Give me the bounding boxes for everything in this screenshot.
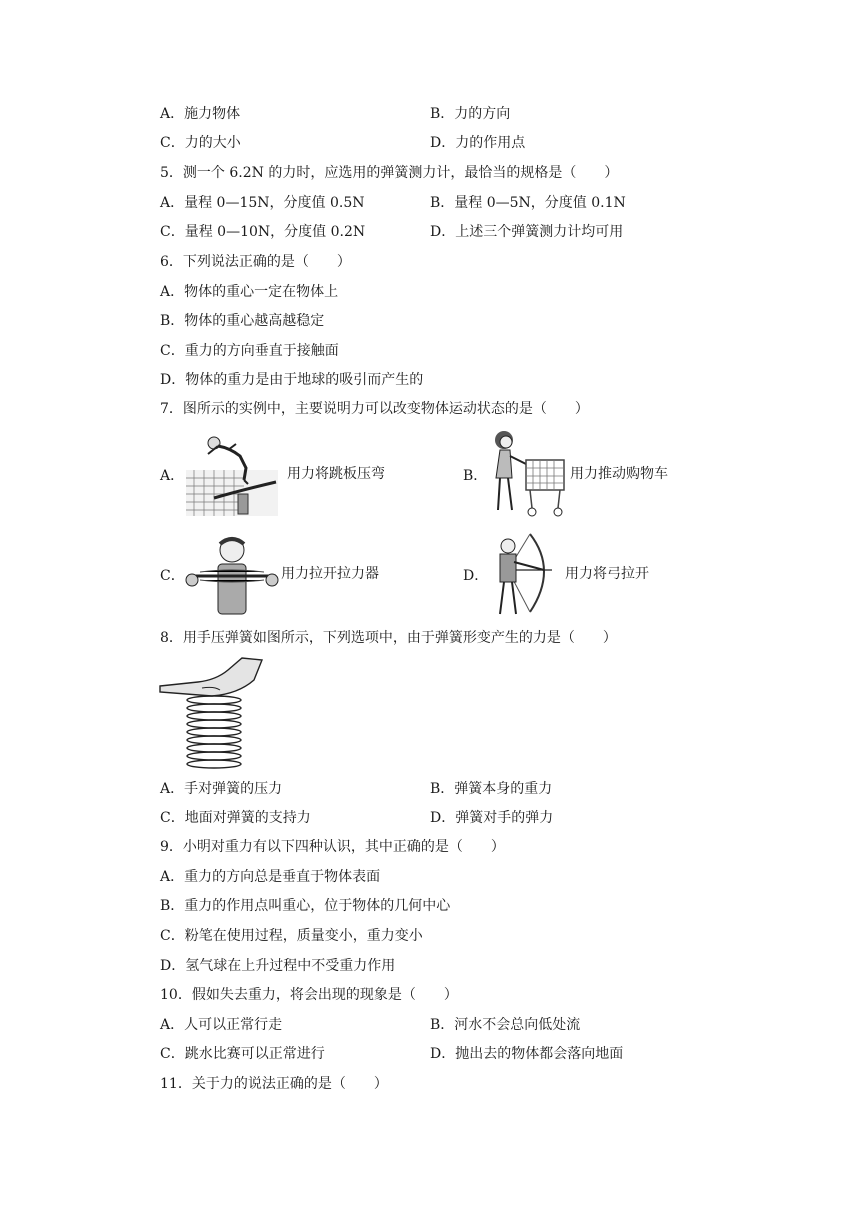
q10-option-c: C．跳水比赛可以正常进行 xyxy=(160,1046,325,1062)
q6-stem: 6．下列说法正确的是（ ） xyxy=(160,254,351,270)
q4-option-d: D．力的作用点 xyxy=(430,135,526,151)
q6-option-d: D．物体的重力是由于地球的吸引而产生的 xyxy=(160,372,424,388)
q5-option-b: B．量程 0—5N，分度值 0.1N xyxy=(430,195,626,211)
q9-option-a: A．重力的方向总是垂直于物体表面 xyxy=(160,869,381,885)
q5-option-c: C．量程 0—10N，分度值 0.2N xyxy=(160,224,366,240)
q8-option-b: B．弹簧本身的重力 xyxy=(430,781,553,797)
q10-stem: 10．假如失去重力，将会出现的现象是（ ） xyxy=(160,987,458,1003)
q7-letter-a: A． xyxy=(160,468,185,484)
q10-option-d: D．抛出去的物体都会落向地面 xyxy=(430,1046,624,1062)
q8-option-c: C．地面对弹簧的支持力 xyxy=(160,810,311,826)
q5-option-a: A．量程 0—15N，分度值 0.5N xyxy=(160,195,365,211)
q9-option-d: D．氢气球在上升过程中不受重力作用 xyxy=(160,958,396,974)
q7-stem: 7．图所示的实例中，主要说明力可以改变物体运动状态的是（ ） xyxy=(160,401,589,417)
diving-board-icon xyxy=(184,434,280,518)
hand-spring-icon xyxy=(158,656,264,772)
q5-stem: 5．测一个 6.2N 的力时，应选用的弹簧测力计，最恰当的规格是（ ） xyxy=(160,165,619,181)
q8-stem: 8．用手压弹簧如图所示，下列选项中，由于弹簧形变产生的力是（ ） xyxy=(160,630,617,646)
q10-option-a: A．人可以正常行走 xyxy=(160,1017,283,1033)
archer-bow-icon xyxy=(486,530,556,618)
q8-option-a: A．手对弹簧的压力 xyxy=(160,781,283,797)
q11-stem: 11．关于力的说法正确的是（ ） xyxy=(160,1076,388,1092)
q4-option-c: C．力的大小 xyxy=(160,135,241,151)
q7-caption-a: 用力将跳板压弯 xyxy=(287,466,385,482)
q9-stem: 9．小明对重力有以下四种认识，其中正确的是（ ） xyxy=(160,839,505,855)
q5-option-d: D．上述三个弹簧测力计均可用 xyxy=(430,224,624,240)
shopping-cart-icon xyxy=(486,428,570,518)
q7-letter-c: C． xyxy=(160,568,185,584)
q7-caption-c: 用力拉开拉力器 xyxy=(281,566,379,582)
q7-letter-b: B． xyxy=(463,468,488,484)
q8-option-d: D．弹簧对手的弹力 xyxy=(430,810,554,826)
q9-option-c: C．粉笔在使用过程，质量变小，重力变小 xyxy=(160,928,423,944)
q9-option-b: B．重力的作用点叫重心，位于物体的几何中心 xyxy=(160,898,451,914)
q10-option-b: B．河水不会总向低处流 xyxy=(430,1017,581,1033)
q7-letter-d: D． xyxy=(463,568,489,584)
q7-caption-d: 用力将弓拉开 xyxy=(565,566,649,582)
q4-option-a: A．施力物体 xyxy=(160,106,241,122)
chest-expander-icon xyxy=(184,534,280,620)
q6-option-b: B．物体的重心越高越稳定 xyxy=(160,313,325,329)
q6-option-a: A．物体的重心一定在物体上 xyxy=(160,284,339,300)
q7-caption-b: 用力推动购物车 xyxy=(570,466,668,482)
q6-option-c: C．重力的方向垂直于接触面 xyxy=(160,343,339,359)
q4-option-b: B．力的方向 xyxy=(430,106,511,122)
